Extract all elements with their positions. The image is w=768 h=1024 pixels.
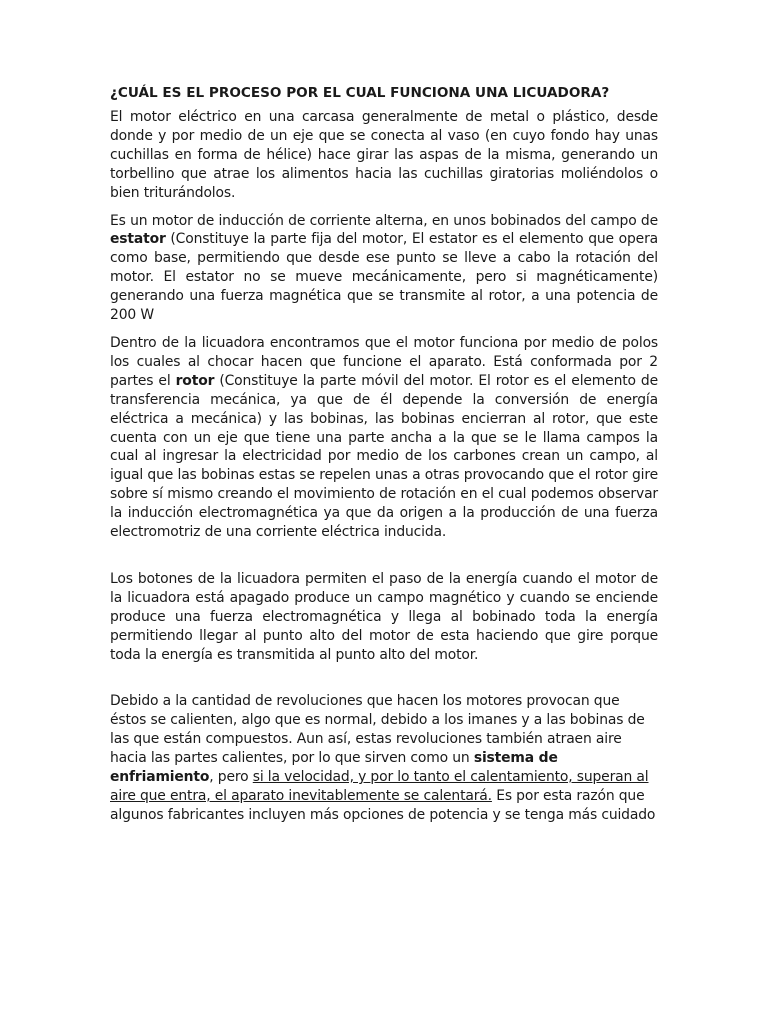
paragraph-rotor-text-a: Dentro de la licuadora encontramos que el motor funciona por medio de polos los cuales al chocar hacen que funcione el aparato. Está conformada por 2 partes el (110, 334, 658, 389)
paragraph-estator (110, 212, 658, 325)
paragraph-estator-text-b: (Constituye la parte fija del motor, El estator es el elemento que opera como base, permitiendo que desde ese punto se lleve a cabo la rotación del motor. El estator no se mueve mecánicamente, pero si magnéticamente) generando una fuerza magnética que se transmite al rotor, a una potencia de 200 W (110, 231, 658, 324)
paragraph-botones: Los botones de la licuadora permiten el paso de la energía cuando el motor de la licuadora está apagado produce un campo magnético y cuando se enciende produce una fuerza electromagnética y llega al bobinado toda la energía permitiendo llegar al punto alto del motor de esta haciendo que gire porque toda la energía es transmitida al punto alto del motor. (110, 570, 658, 663)
paragraph-rotor (110, 334, 658, 542)
underlined-warning: si la velocidad, y por lo tanto el calentamiento, superan al aire que entra, el aparato inevitablemente se calentará. (110, 769, 649, 804)
paragraph-revoluciones-text-c: Es por esta razón que algunos fabricantes incluyen más opciones de potencia y se tenga más cuidado (110, 788, 656, 823)
paragraph-revoluciones-text-a: Debido a la cantidad de revoluciones que hacen los motores provocan que éstos se calienten, algo que es normal, debido a los imanes y a las bobinas de las que están compuestos. Aun así, estas revoluciones también atraen aire hacia las partes calientes, por lo que sirven como un (110, 693, 645, 767)
paragraph-spacer (110, 551, 658, 570)
rotor-term: rotor (175, 372, 215, 389)
estator-term: estator (110, 231, 166, 248)
paragraph-spacer (110, 673, 658, 692)
paragraph-motor: El motor eléctrico en una carcasa generalmente de metal o plástico, desde donde y por medio de un eje que se conecta al vaso (en cuyo fondo hay unas cuchillas en forma de hélice) hace girar las aspas de la misma, generando un torbellino que atrae los alimentos hacia las cuchillas giratorias moliéndolos o bien triturándolos. (110, 109, 658, 201)
paragraph-estator-text-a: Es un motor de inducción de corriente alterna, en unos bobinados del campo de (110, 212, 658, 229)
paragraph-revoluciones-text-b: , pero (209, 769, 253, 786)
document-title: ¿CUÁL ES EL PROCESO POR EL CUAL FUNCIONA UNA LICUADORA? (110, 85, 610, 101)
paragraph-revoluciones (110, 692, 658, 824)
enfriamiento-term: sistema de enfriamiento (110, 750, 558, 786)
paragraph-rotor-text-b: (Constituye la parte móvil del motor. El rotor es el elemento de transferencia mecánica, ya que de él depende la conversión de energía eléctrica a mecánica) y las bobinas, las bobinas encierran al rotor, que este cuenta con un eje que tiene una parte ancha a la que se le llama campos la cual al ingresar la electricidad por medio de los carbones crean un campo, al igual que las bobinas estas se repelen unas a otras provocando que el rotor gire sobre sí mismo creando el movimiento de rotación en el cual podemos observar la inducción electromagnética ya que da origen a la producción de una fuerza electromotriz de una corriente eléctrica inducida. (110, 372, 658, 541)
